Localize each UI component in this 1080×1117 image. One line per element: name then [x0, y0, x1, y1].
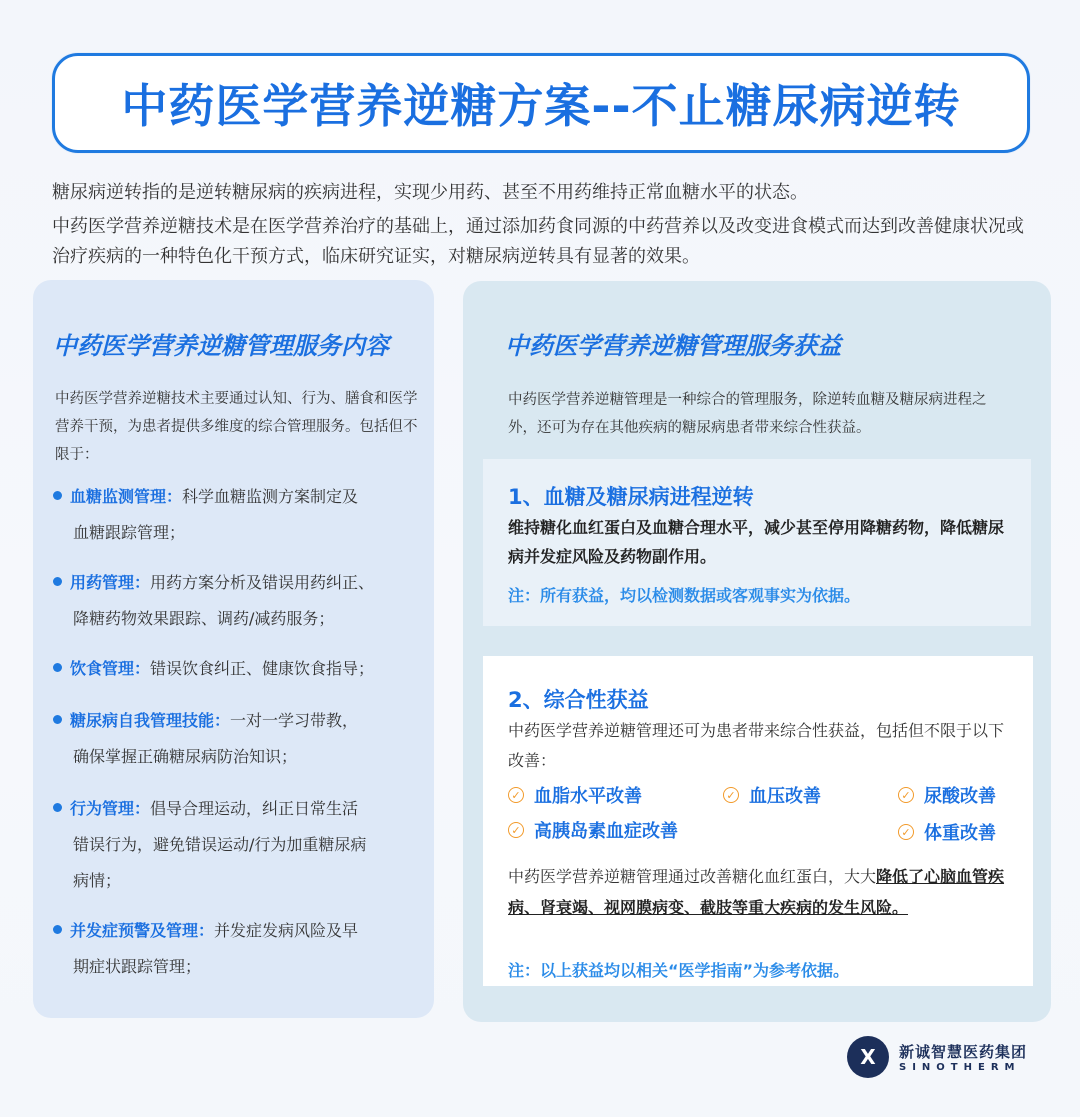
- check-item-lipid: ✓ 血脂水平改善: [508, 782, 642, 808]
- benefit-note-guideline: 注：以上获益均以相关“医学指南”为参考依据。: [508, 961, 850, 980]
- check-item-hyperinsulinemia: ✓ 高胰岛素血症改善: [508, 817, 678, 843]
- service-content-title: 中药医学营养逆糖管理服务内容: [53, 332, 389, 360]
- check-item-blood-pressure: ✓ 血压改善: [723, 782, 821, 808]
- check-circle-icon: ✓: [723, 787, 739, 803]
- bullet-dot: [53, 925, 62, 934]
- logo-mark-icon: X: [847, 1036, 889, 1078]
- check-circle-icon: ✓: [898, 787, 914, 803]
- list-item-medication: 用药管理：用药方案分析及错误用药纠正、 降糖药物效果跟踪、调药/减药服务；: [53, 565, 423, 637]
- intro-section: [52, 178, 1037, 276]
- service-benefit-description: 中药医学营养逆糖管理是一种综合的管理服务，除逆转血糖及糖尿病进程之外，还可为存在其他疾病的糖尿病患者带来综合性获益。: [508, 392, 987, 436]
- check-item-weight: ✓ 体重改善: [898, 819, 996, 845]
- benefit-body-reversal: 维持糖化血红蛋白及血糖合理水平，减少甚至停用降糖药物，降低糖尿病并发症风险及药物副作用。: [508, 518, 1005, 566]
- check-circle-icon: ✓: [508, 787, 524, 803]
- service-benefit-card: [463, 281, 1051, 1022]
- list-item-self-management: 糖尿病自我管理技能：一对一学习带教， 确保掌握正确糖尿病防治知识；: [53, 703, 423, 775]
- benefit-paragraph-hba1c: 中药医学营养逆糖管理通过改善糖化血红蛋白，大大降低了心脑血管疾病、肾衰竭、视网膜病变、截肢等重大疾病的发生风险。: [508, 867, 1005, 917]
- service-benefit-title: 中药医学营养逆糖管理服务获益: [505, 332, 841, 360]
- company-logo: [847, 1032, 1047, 1082]
- check-item-uric-acid: ✓ 尿酸改善: [898, 782, 996, 808]
- title-banner: [52, 53, 1030, 153]
- bullet-dot: [53, 491, 62, 500]
- check-circle-icon: ✓: [508, 822, 524, 838]
- benefit-heading-reversal: 1、血糖及糖尿病进程逆转: [508, 485, 754, 509]
- intro-paragraph-2: 中药医学营养逆糖技术是在医学营养治疗的基础上，通过添加药食同源的中药营养以及改变进食模式而达到改善健康状况或治疗疾病的一种特色化干预方式，临床研究证实，对糖尿病逆转具有显著的效果。: [52, 216, 1024, 267]
- bullet-dot: [53, 715, 62, 724]
- list-item-diet: 饮食管理：错误饮食纠正、健康饮食指导；: [53, 651, 423, 687]
- benefit-box-reversal: [483, 459, 1031, 626]
- logo-english-name: SINOTHERM: [899, 1062, 1021, 1073]
- page-title: 中药医学营养逆糖方案--不止糖尿病逆转: [121, 79, 961, 133]
- check-circle-icon: ✓: [898, 824, 914, 840]
- service-content-card: [33, 280, 434, 1018]
- list-item-glucose-monitoring: 血糖监测管理：科学血糖监测方案制定及 血糖跟踪管理；: [53, 479, 423, 551]
- benefit-box-comprehensive: [483, 656, 1033, 986]
- bullet-dot: [53, 803, 62, 812]
- bullet-dot: [53, 577, 62, 586]
- benefit-heading-comprehensive: 2、综合性获益: [508, 688, 649, 712]
- logo-chinese-name: 新诚智慧医药集团: [899, 1043, 1028, 1061]
- intro-paragraph-1: 糖尿病逆转指的是逆转糖尿病的疾病进程，实现少用药、甚至不用药维持正常血糖水平的状态。: [52, 182, 808, 203]
- benefit-desc-comprehensive: 中药医学营养逆糖管理还可为患者带来综合性获益，包括但不限于以下改善：: [508, 721, 1005, 770]
- service-content-description: 中药医学营养逆糖技术主要通过认知、行为、膳食和医学营养干预，为患者提供多维度的综合管理服务。包括但不限于：: [55, 391, 418, 463]
- bullet-dot: [53, 663, 62, 672]
- benefit-note-reversal: 注：所有获益，均以检测数据或客观事实为依据。: [508, 586, 861, 605]
- list-item-complications: 并发症预警及管理：并发症发病风险及早 期症状跟踪管理；: [53, 913, 423, 985]
- list-item-behavior: 行为管理：倡导合理运动，纠正日常生活 错误行为，避免错误运动/行为加重糖尿病 病情；: [53, 791, 423, 899]
